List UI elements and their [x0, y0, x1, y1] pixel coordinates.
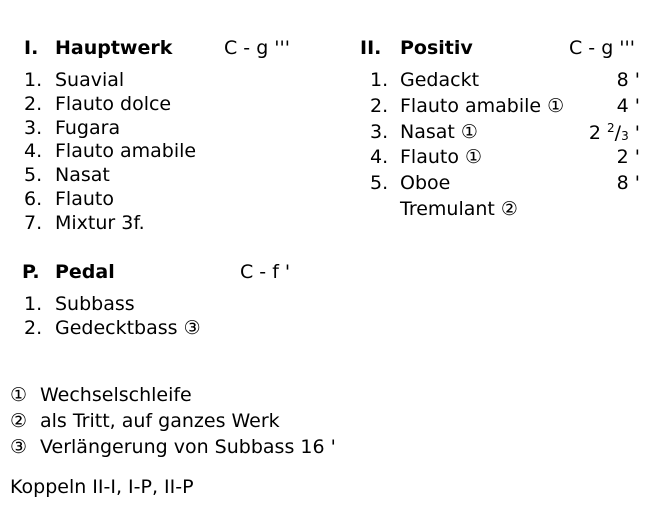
- stop-number: 4.: [370, 146, 389, 169]
- stop-name-text: Subbass: [55, 293, 135, 315]
- compass-range: C - g ''': [569, 37, 635, 59]
- stop-row: [0, 198, 650, 224]
- stop-name-text: Flauto amabile: [400, 94, 542, 117]
- stop-number: 7.: [24, 211, 43, 234]
- stop-number: 2.: [24, 317, 43, 339]
- stop-pitch: 2 ': [616, 146, 640, 169]
- stop-name: [400, 69, 479, 91]
- division-header: [0, 37, 650, 61]
- stop-name: [55, 317, 201, 339]
- stop-name-text: Flauto: [55, 187, 114, 210]
- stop-row: [0, 293, 300, 317]
- footnote-text: Verlängerung von Subbass 16 ': [40, 436, 336, 458]
- division-number: II.: [360, 37, 382, 59]
- footnote-text: Wechselschleife: [40, 384, 192, 406]
- stop-name-text: Nasat: [55, 164, 110, 187]
- stop-row: [0, 317, 300, 341]
- stop-number: 4.: [24, 140, 43, 163]
- stop-number: 1.: [24, 293, 43, 315]
- stop-name-text: Suavial: [55, 69, 125, 91]
- footnote-marker: ②: [10, 410, 28, 432]
- stop-list: [0, 69, 650, 224]
- stop-pitch: 8 ': [616, 69, 640, 91]
- stop-name: [400, 95, 564, 117]
- stop-row: [0, 92, 650, 121]
- stop-name-text: Fugara: [55, 116, 121, 139]
- stop-name-text: Flauto amabile: [55, 140, 197, 163]
- pitch-unit: ': [634, 121, 640, 144]
- stop-name-text: Mixtur 3f.: [55, 211, 145, 234]
- footnote-marker: ①: [10, 384, 28, 406]
- pitch-denominator: 3: [621, 128, 629, 143]
- pitch-numerator: 2: [607, 120, 615, 135]
- division-number: P.: [22, 261, 40, 283]
- footnote-marker: ②: [500, 197, 518, 220]
- stop-name-text: Flauto: [400, 146, 459, 169]
- stop-name-text: Oboe: [400, 172, 451, 195]
- footnote-marker: ①: [547, 94, 565, 117]
- stop-name-text: Gedackt: [400, 69, 480, 91]
- division-name: Pedal: [55, 261, 115, 283]
- division-pedal: [0, 261, 300, 341]
- compass-range: C - f ': [240, 261, 291, 283]
- couplers: Koppeln II-I, I-P, II-P: [10, 476, 194, 498]
- stop-number: 6.: [24, 187, 43, 210]
- footnote-marker: ①: [465, 146, 483, 169]
- stop-name-text: Tremulant: [400, 197, 495, 220]
- stop-name: [400, 121, 478, 143]
- stop-row: [0, 121, 650, 147]
- stop-pitch: 2 $^2$/3 ': [588, 120, 640, 144]
- division-header: [0, 261, 300, 285]
- stop-name: [55, 293, 135, 315]
- footnote-text: als Tritt, auf ganzes Werk: [40, 410, 280, 432]
- footnote-marker: ③: [10, 436, 28, 458]
- stop-number: 2.: [24, 92, 43, 115]
- stop-number: 1.: [24, 69, 43, 91]
- pitch-whole: 2: [588, 121, 601, 144]
- stop-name: [400, 198, 518, 220]
- stop-name-text: Nasat: [400, 120, 455, 143]
- stop-number: 3.: [24, 116, 43, 139]
- stop-pitch: 8 ': [616, 172, 640, 195]
- division-name: Positiv: [400, 37, 473, 59]
- division-number: I.: [24, 37, 39, 59]
- stop-number: 5.: [24, 164, 43, 187]
- stop-pitch: 4 ': [616, 94, 640, 117]
- compass-range: C - g ''': [224, 37, 290, 59]
- stop-row: [0, 146, 650, 172]
- division-positiv: [0, 37, 650, 224]
- footnote-marker: ③: [183, 317, 201, 339]
- stop-name: [400, 146, 482, 168]
- stop-number: 5.: [370, 172, 389, 195]
- division-name: Hauptwerk: [55, 37, 173, 59]
- footnote-marker: ①: [460, 120, 478, 143]
- stop-number: 2.: [370, 94, 389, 117]
- stop-name: [400, 172, 450, 194]
- stop-number: 3.: [370, 120, 389, 143]
- stop-number: 1.: [370, 69, 389, 91]
- stop-name-text: Gedecktbass: [55, 317, 178, 339]
- stop-row: [0, 172, 650, 198]
- stop-list: [0, 293, 300, 341]
- stop-row: [0, 69, 650, 95]
- stop-name-text: Flauto dolce: [55, 92, 172, 115]
